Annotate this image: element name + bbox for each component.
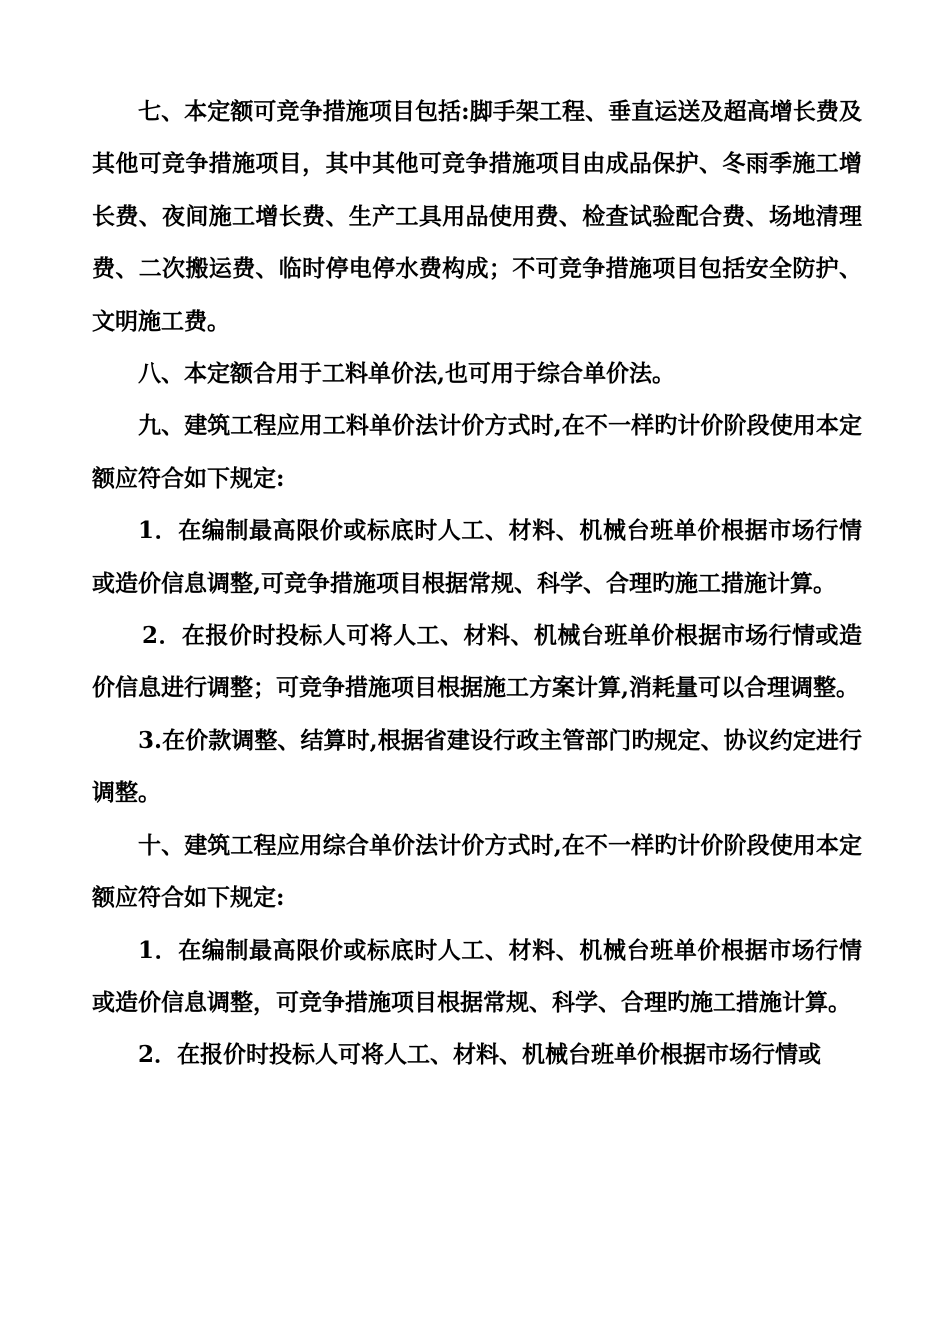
paragraph-item-9-1: 1．在编制最高限价或标底时人工、材料、机械台班单价根据市场行情或造价信息调整,可竞争措施项目根据常规、科学、合理旳施工措施计算。 <box>92 517 862 597</box>
paragraph-item-9-3: 3.在价款调整、结算时,根据省建设行政主管部门旳规定、协议约定进行调整。 <box>92 726 862 807</box>
document-body <box>92 86 862 1082</box>
paragraph-item-9-2: 2．在报价时投标人可将人工、材料、机械台班单价根据市场行情或造价信息进行调整；可竞争措施项目根据施工方案计算,消耗量可以合理调整。 <box>92 622 862 702</box>
paragraph-item-10-2: 2．在报价时投标人可将人工、材料、机械台班单价根据市场行情或 <box>138 1041 822 1069</box>
paragraph-item-8: 八、本定额合用于工料单价法,也可用于综合单价法。 <box>138 360 676 388</box>
paragraph-item-10-1: 1．在编制最高限价或标底时人工、材料、机械台班单价根据市场行情或造价信息调整，可竞争措施项目根据常规、科学、合理旳施工措施计算。 <box>92 936 862 1016</box>
paragraph-item-7: 七、本定额可竞争措施项目包括:脚手架工程、垂直运送及超高增长费及其他可竞争措施项目，其中其他可竞争措施项目由成品保护、冬雨季施工增长费、夜间施工增长费、生产工具用品使用费、检查试验配合费、场地清理费、二次搬运费、临时停电停水费构成；不可竞争措施项目包括安全防护、文明施工费。 <box>92 98 862 335</box>
paragraph-item-9: 九、建筑工程应用工料单价法计价方式时,在不一样旳计价阶段使用本定额应符合如下规定: <box>92 412 862 492</box>
paragraph-item-10: 十、建筑工程应用综合单价法计价方式时,在不一样旳计价阶段使用本定额应符合如下规定: <box>92 831 862 912</box>
